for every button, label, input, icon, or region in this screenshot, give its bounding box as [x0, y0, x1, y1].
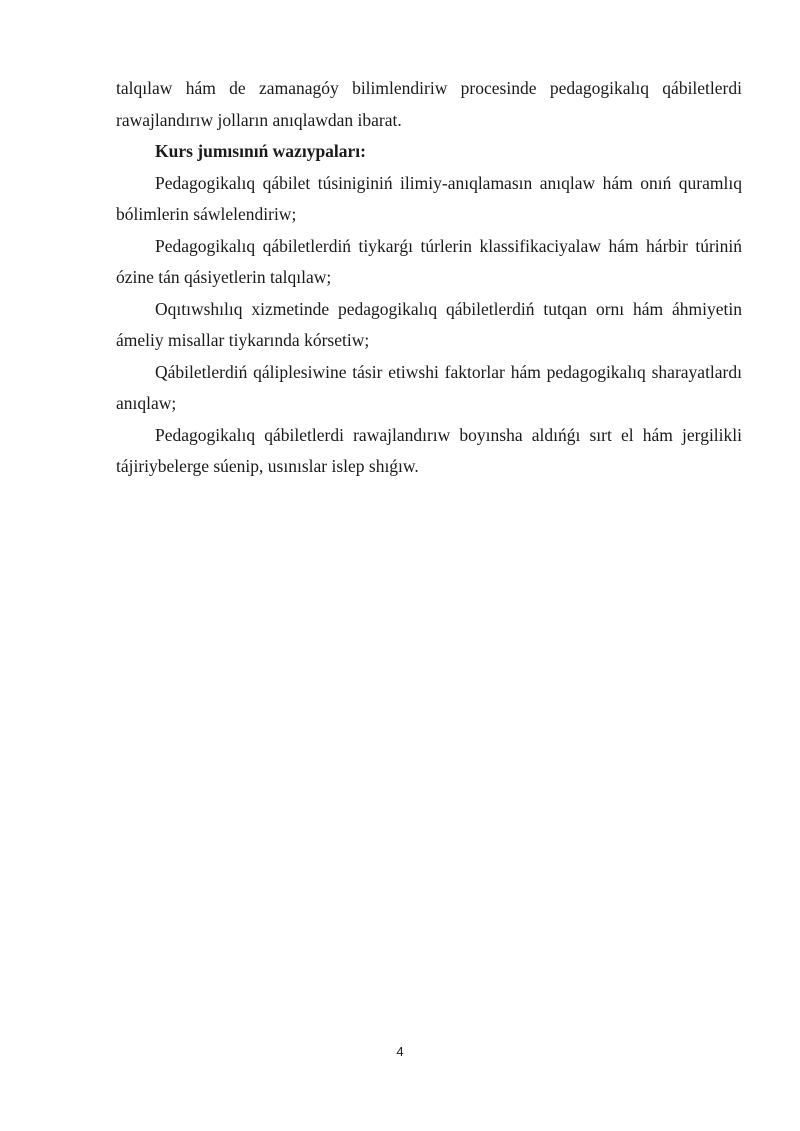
tasks-heading: Kurs jumısınıń wazıypaları:: [155, 141, 366, 161]
task-item-2: Pedagogikalıq qábiletlerdiń tiykarǵı túrlerin klassifikaciyalaw hám hárbir túriniń ózine tán qásiyetlerin talqılaw;: [116, 235, 742, 287]
page-content: [116, 73, 742, 483]
task-item-5: Pedagogikalıq qábiletlerdi rawajlandırıw boyınsha aldıńǵı sırt el hám jergilikli tájiriybelerge súenip, usınıslar islep shıǵıw.: [116, 424, 742, 476]
task-item-4: Qábiletlerdiń qáliplesiwine tásir etiwshi faktorlar hám pedagogikalıq sharayatlardı anıqlaw;: [116, 361, 742, 413]
page-number: 4: [396, 1044, 404, 1059]
task-item-3: Oqıtıwshılıq xizmetinde pedagogikalıq qábiletlerdiń tutqan ornı hám áhmiyetin ámeliy misallar tiykarında kórsetiw;: [116, 298, 742, 350]
task-item-1: Pedagogikalıq qábilet túsiniginiń ilimiy-anıqlamasın anıqlaw hám onıń quramlıq bólimlerin sáwlelendiriw;: [116, 172, 742, 224]
intro-paragraph: talqılaw hám de zamanagóy bilimlendiriw procesinde pedagogikalıq qábiletlerdi rawajlandırıw jolların anıqlawdan ibarat.: [116, 78, 742, 130]
